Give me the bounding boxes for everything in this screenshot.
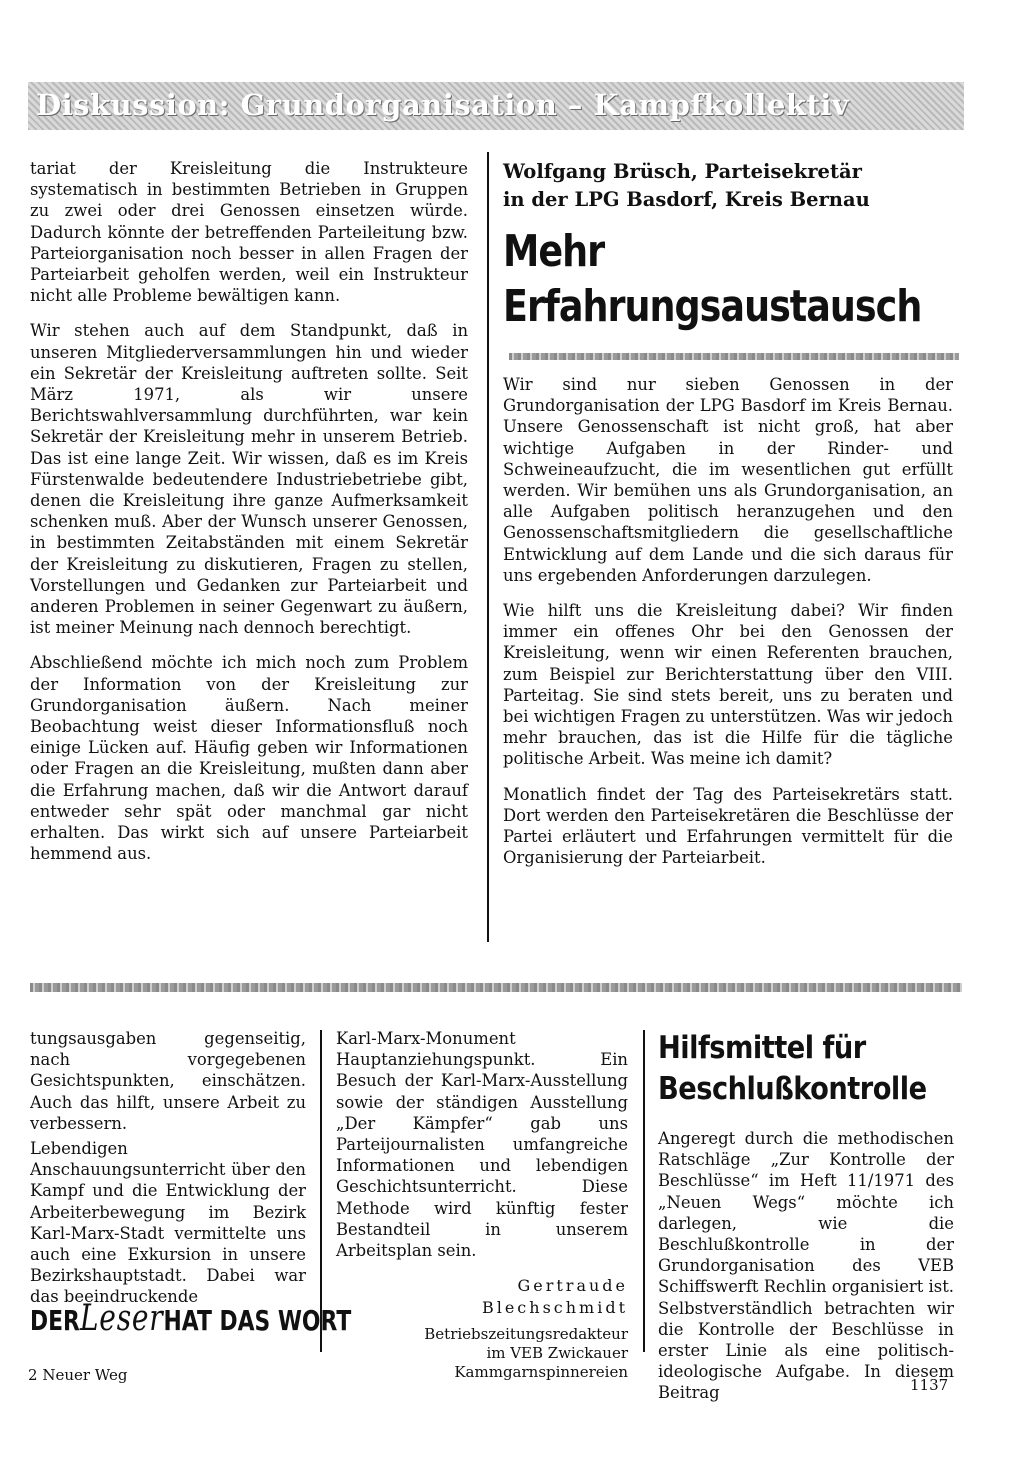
paragraph: Angeregt durch die methodischen Ratschläge „Zur Kontrolle der Beschlüsse“ im Heft 11/1971 des „Neuen Wegs“ möchte ich darlegen, wie die Beschlußkontrolle in der Grundorganisation des VEB Schiffswerft Rechlin organisiert ist. Selbstverständlich betrachten wir die Kontrolle der Beschlüsse in erster Linie als eine politisch-ideologische Aufgabe. In diesem Beitrag [658, 1129, 954, 1403]
article-headline-line-1: Mehr [503, 226, 605, 277]
publication-name: Neuer Weg [42, 1366, 128, 1384]
bottom-middle-column [336, 1028, 628, 1382]
logo-word: DER [30, 1304, 80, 1337]
reader-column-logo [30, 1298, 351, 1339]
paragraph: Monatlich findet der Tag des Parteisekretärs statt. Dort werden den Parteisekretären die Beschlüsse der Partei erläutert und Erfahrungen vermittelt für die Organisierung der Parteiarbeit. [503, 784, 953, 868]
page-number: 1137 [910, 1376, 949, 1394]
right-article [503, 158, 953, 882]
footer-issue [28, 1366, 127, 1384]
section-banner [28, 82, 964, 130]
signature-name: Gertraude [517, 1276, 628, 1296]
paragraph: Wir stehen auch auf dem Standpunkt, daß in unseren Mitgliederversammlungen hin und wieder ein Sekretär der Kreisleitung auftreten sollte. Seit März 1971, als wir unsere Berichtswahlversammlung durchführten, war kein Sekretär der Kreisleitung mehr in unserem Betrieb. Das ist eine lange Zeit. Wir wissen, daß es im Kreis Fürstenwalde bedeutendere Industriebetriebe gibt, denen die Kreisleitung ihre ganze Aufmerksamkeit schenken muß. Aber der Wunsch unserer Genossen, in bestimmten Zeitabständen mit einem Sekretär der Kreisleitung zu diskutieren, Fragen zu stellen, Vorstellungen und Gedanken zur Parteiarbeit und anderen Problemen in seiner Gegenwart zu äußern, ist meiner Meinung nach dennoch berechtigt. [30, 321, 468, 638]
signature-role: Kammgarnspinnereien [454, 1363, 628, 1382]
column-divider [643, 1030, 645, 1352]
article-headline-line-2: Beschlußkontrolle [658, 1071, 927, 1107]
signature-role: im VEB Zwickauer [486, 1344, 628, 1363]
paragraph: Wir sind nur sieben Genossen in der Grundorganisation der LPG Basdorf im Kreis Bernau. Unsere Genossenschaft ist nicht groß, hat aber wichtige Aufgaben in der Rinder- und Schweineaufzucht, die im wesentlichen gut erfüllt werden. Wir bemühen uns als Grundorganisation, an alle Aufgaben politisch heranzugehen und den Genossenschaftsmitgliedern die gesellschaftliche Entwicklung auf dem Lande und die sich daraus für uns ergebenden Anforderungen darzulegen. [503, 375, 953, 585]
banner-title: Diskussion: Grundorganisation – Kampfkollektiv [36, 88, 850, 122]
paragraph: Karl-Marx-Monument Hauptanziehungspunkt. Ein Besuch der Karl-Marx-Ausstellung sowie der ständigen Ausstellung „Der Kämpfer“ gab uns Parteijournalisten umfangreiche Informationen und lebendigen Geschichtsunterricht. Diese Methode wird künftig fester Bestandteil in unserem Arbeitsplan sein. [336, 1029, 628, 1261]
issue-number: 2 [28, 1366, 38, 1384]
signature [336, 1275, 628, 1382]
paragraph: Wie hilft uns die Kreisleitung dabei? Wir finden immer ein offenes Ohr bei den Genossen der Kreisleitung, wenn wir einen Referenten brauchen, zum Beispiel zur Berichterstattung über den VIII. Parteitag. Sie sind stets bereit, uns zu beraten und bei wichtigen Fragen zu unterstützen. Was wir jedoch mehr brauchen, das ist die Hilfe für die tägliche politische Arbeit. Was meine ich damit? [503, 601, 953, 769]
headline-rule [509, 353, 959, 360]
left-column [30, 158, 468, 879]
paragraph: tariat der Kreisleitung die Instrukteure systematisch in bestimmten Betrieben in Gruppen zu zwei oder drei Genossen einsetzen würde. Dadurch könnte der betreffenden Parteileitung bzw. Parteiorganisation noch besser in allen Fragen der Parteiarbeit geholfen werden, weil ein Instrukteur nicht alle Probleme bewältigen kann. [30, 159, 468, 306]
paragraph: Abschließend möchte ich mich noch zum Problem der Information von der Kreisleitung zur Grundorganisation äußern. Nach meiner Beobachtung weist dieser Informationsfluß noch einige Lücken auf. Häufig geben wir Informationen oder Fragen an die Kreisleitung, mußten dann aber die Erfahrung machen, daß wir die Antwort darauf entweder sehr spät oder manchmal gar nicht erhalten. Das wirkt sich auf unsere Parteiarbeit hemmend aus. [30, 653, 468, 864]
author-byline: Wolfgang Brüsch, Parteisekretär [503, 160, 862, 183]
article-headline-line-2: Erfahrungsaustausch [503, 281, 922, 332]
bottom-left-column [30, 1028, 306, 1322]
signature-name: Blechschmidt [481, 1298, 628, 1318]
bottom-right-column [658, 1028, 954, 1418]
signature-role: Betriebszeitungsredakteur [424, 1325, 628, 1344]
section-separator [30, 983, 962, 992]
logo-script-word: Leser [79, 1298, 164, 1339]
logo-word: HAT DAS WORT [163, 1304, 352, 1337]
article-headline-line-1: Hilfsmittel für [658, 1030, 866, 1066]
paragraph: tungsausgaben gegenseitig, nach vorgegebenen Gesichtspunkten, einschätzen. Auch das hilft, unsere Arbeit zu verbessern. [30, 1029, 306, 1133]
paragraph: Lebendigen Anschauungsunterricht über den Kampf und die Entwicklung der Arbeiterbewegung im Bezirk Karl-Marx-Stadt vermittelte uns auch eine Exkursion in unsere Bezirkshauptstadt. Dabei war das beeindruckende [30, 1139, 306, 1307]
author-location: in der LPG Basdorf, Kreis Bernau [503, 188, 870, 211]
column-divider [487, 152, 489, 942]
